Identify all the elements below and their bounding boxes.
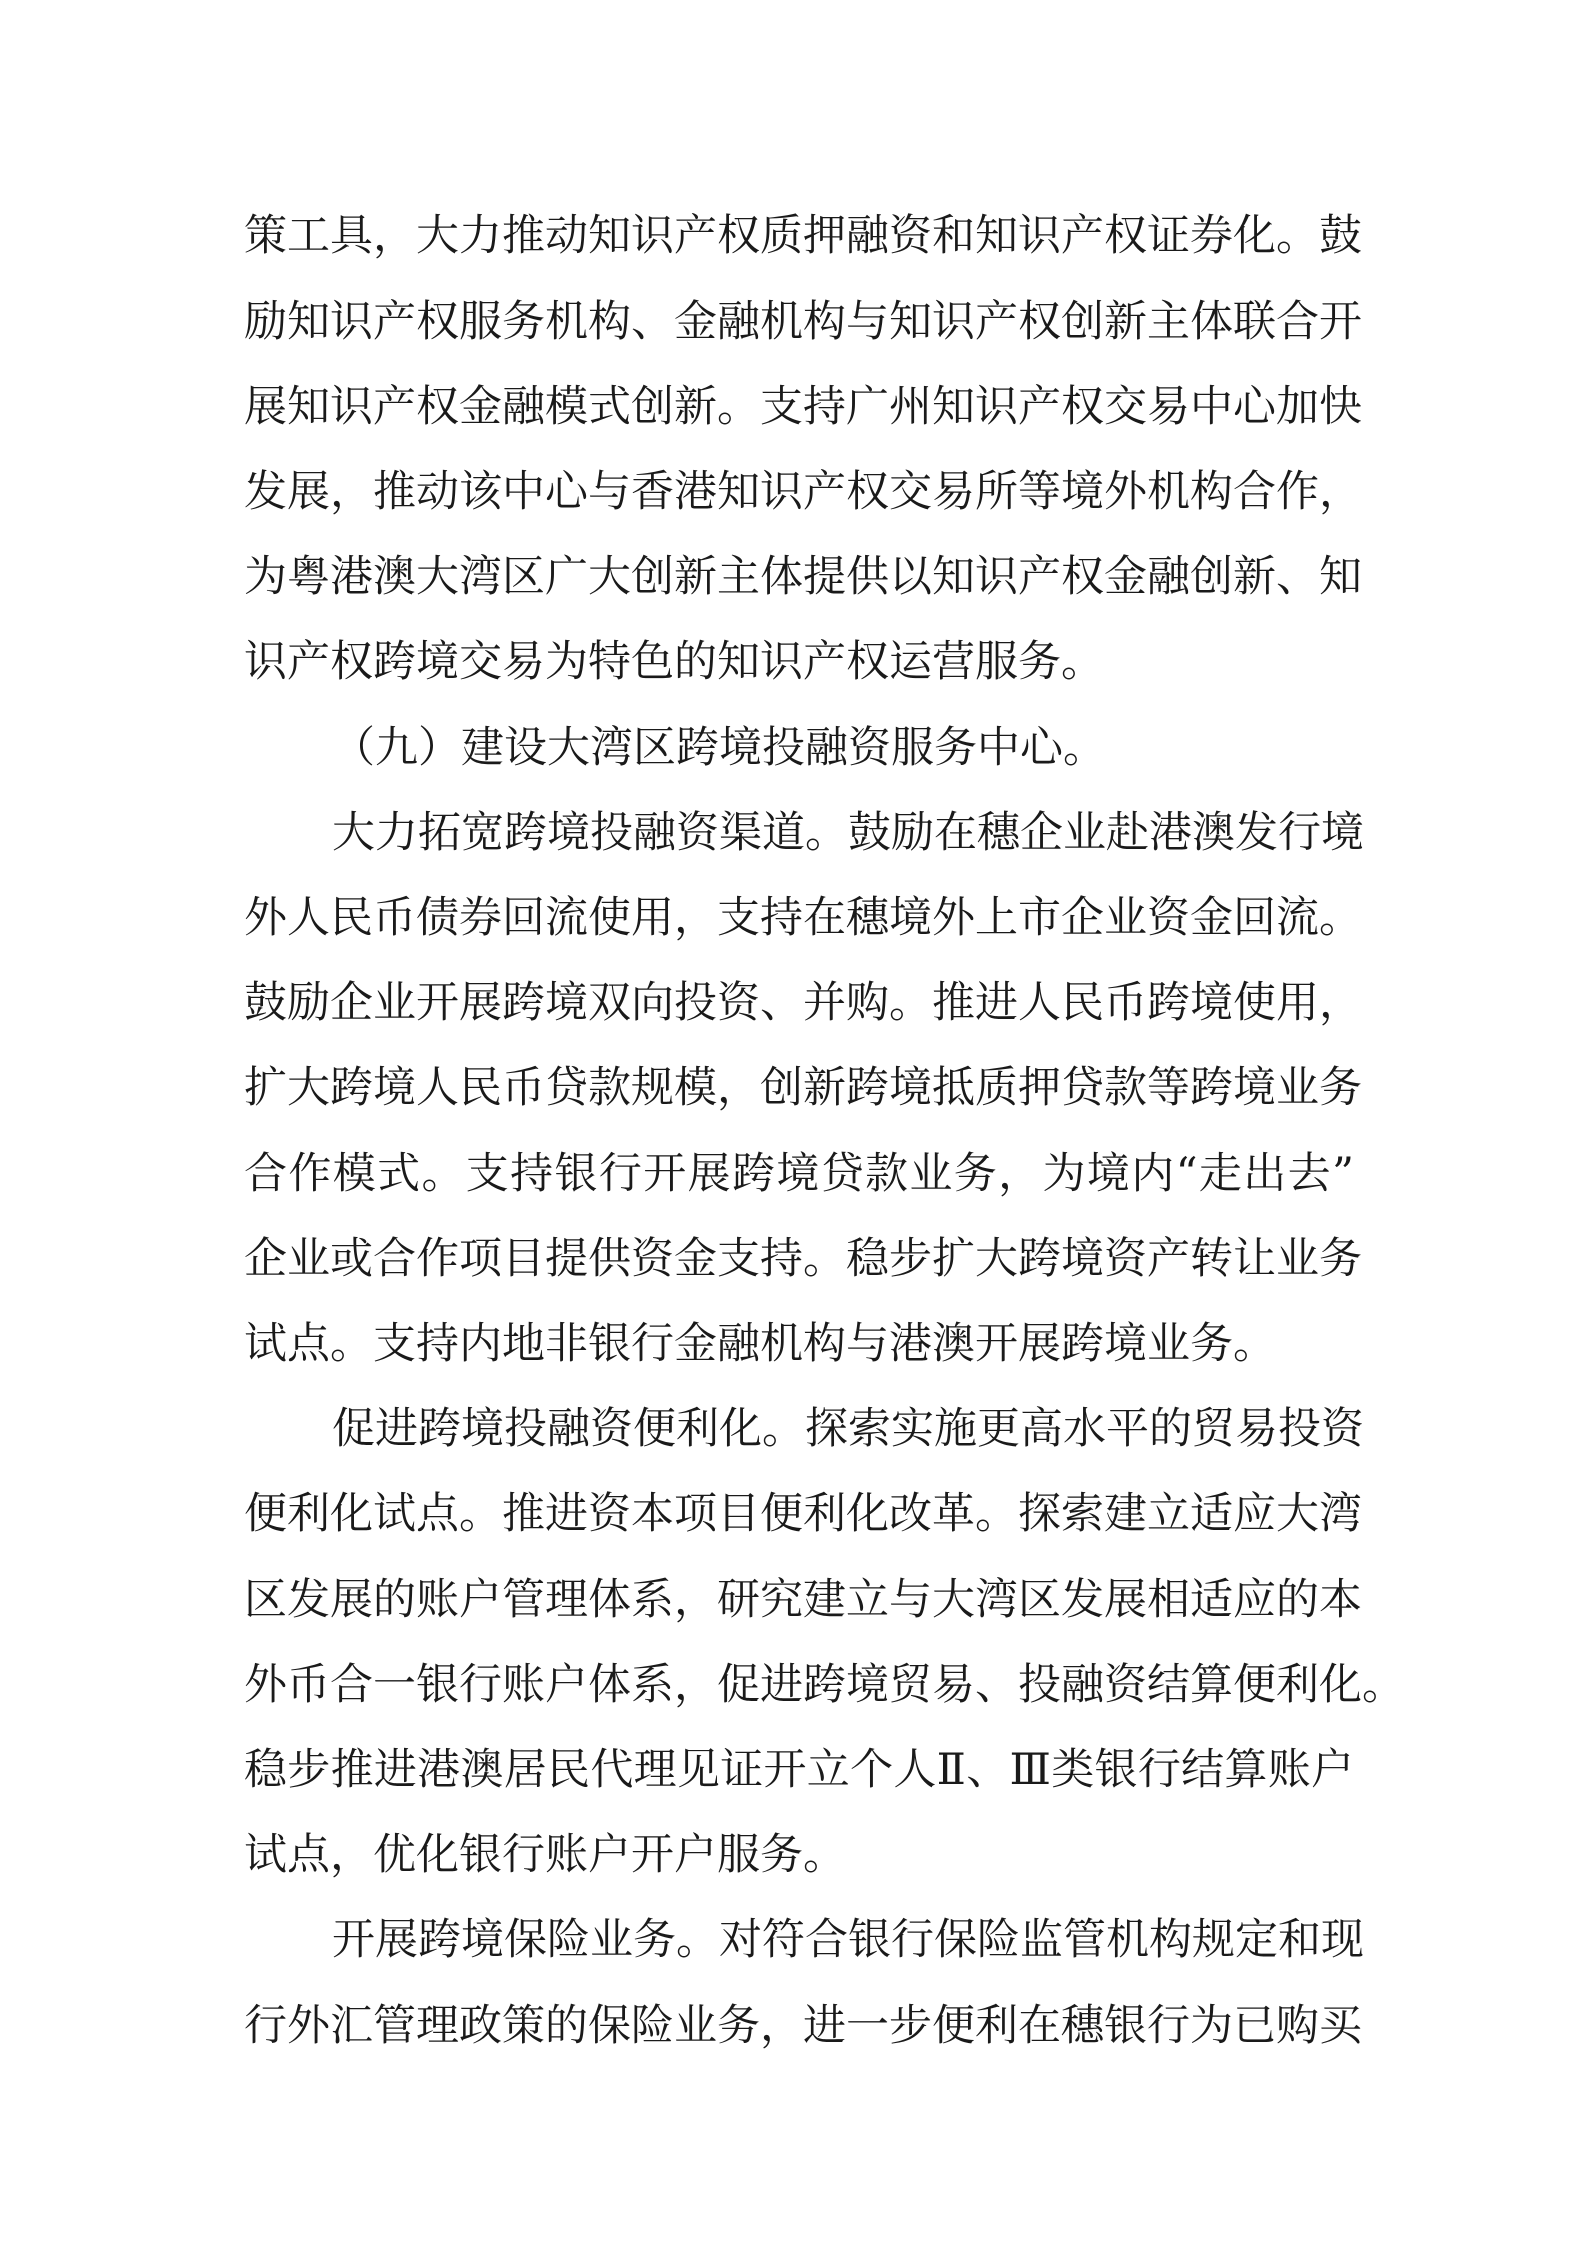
text-line: 合作模式。支持银行开展跨境贷款业务，为境内“走出去”: [244, 1149, 1354, 1199]
text-line: 展知识产权金融模式创新。支持广州知识产权交易中心加快: [244, 382, 1362, 432]
text-line: 外人民币债券回流使用，支持在穗境外上市企业资金回流。: [244, 893, 1362, 943]
text-line: 励知识产权服务机构、金融机构与知识产权创新主体联合开: [244, 297, 1362, 347]
text-line: 企业或合作项目提供资金支持。稳步扩大跨境资产转让业务: [244, 1234, 1362, 1284]
text-line: 扩大跨境人民币贷款规模，创新跨境抵质押贷款等跨境业务: [244, 1063, 1362, 1113]
text-line: 便利化试点。推进资本项目便利化改革。探索建立适应大湾: [244, 1489, 1362, 1539]
text-line: 区发展的账户管理体系，研究建立与大湾区发展相适应的本: [244, 1575, 1362, 1625]
text-line: 策工具，大力推动知识产权质押融资和知识产权证券化。鼓: [244, 211, 1362, 261]
text-line: 试点。支持内地非银行金融机构与港澳开展跨境业务。: [244, 1319, 1276, 1369]
text-line: 识产权跨境交易为特色的知识产权运营服务。: [244, 637, 1104, 687]
text-line: 行外汇管理政策的保险业务，进一步便利在穗银行为已购买: [244, 2001, 1362, 2051]
text-line: 外币合一银行账户体系，促进跨境贸易、投融资结算便利化。: [244, 1660, 1405, 1710]
text-line: 试点，优化银行账户开户服务。: [244, 1830, 846, 1880]
text-line: 为粤港澳大湾区广大创新主体提供以知识产权金融创新、知: [244, 552, 1362, 602]
text-line: 发展，推动该中心与香港知识产权交易所等境外机构合作，: [244, 467, 1362, 517]
text-line: 鼓励企业开展跨境双向投资、并购。推进人民币跨境使用，: [244, 978, 1362, 1028]
paragraph-first-line: 促进跨境投融资便利化。探索实施更高水平的贸易投资: [332, 1404, 1364, 1454]
paragraph-first-line: 开展跨境保险业务。对符合银行保险监管机构规定和现: [332, 1915, 1364, 1965]
paragraph-first-line: 大力拓宽跨境投融资渠道。鼓励在穗企业赴港澳发行境: [332, 808, 1364, 858]
text-line: 稳步推进港澳居民代理见证开立个人Ⅱ、Ⅲ类银行结算账户: [244, 1745, 1354, 1795]
section-heading: （九）建设大湾区跨境投融资服务中心。: [332, 723, 1106, 773]
